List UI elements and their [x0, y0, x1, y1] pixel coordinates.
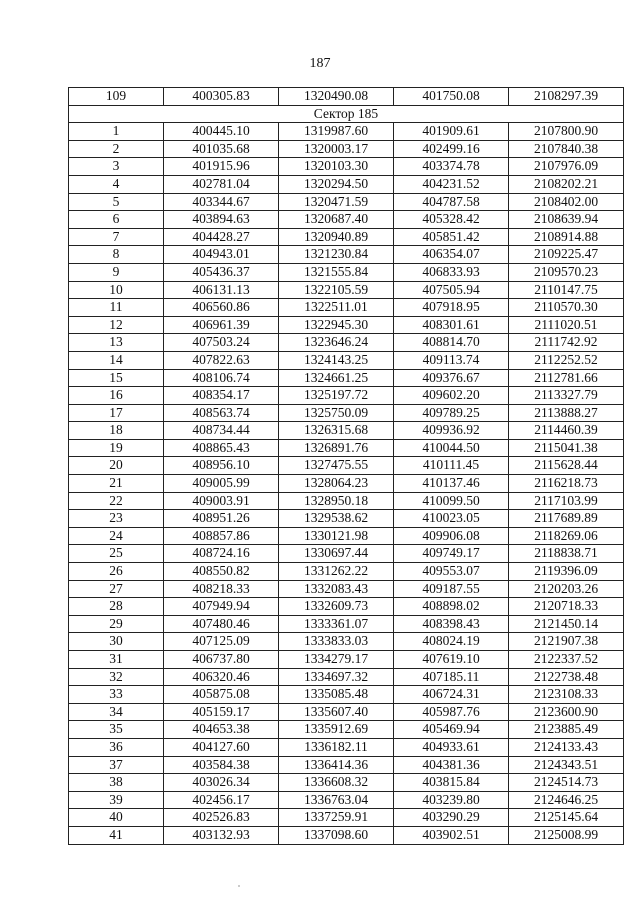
coordinate-cell: 408857.86: [164, 527, 279, 545]
point-number-cell: 41: [69, 826, 164, 844]
table-row: [69, 88, 624, 106]
point-number-cell: 17: [69, 404, 164, 422]
point-number-cell: 40: [69, 809, 164, 827]
coordinate-cell: 1320003.17: [279, 140, 394, 158]
coordinate-cell: 1325750.09: [279, 404, 394, 422]
table-row: [69, 738, 624, 756]
coordinate-cell: 403894.63: [164, 211, 279, 229]
coordinate-cell: 2117689.89: [509, 510, 624, 528]
coordinate-cell: 2110570.30: [509, 299, 624, 317]
coordinate-cell: 2122738.48: [509, 668, 624, 686]
coordinate-cell: 1335912.69: [279, 721, 394, 739]
coordinate-cell: 401915.96: [164, 158, 279, 176]
coordinate-cell: 408724.16: [164, 545, 279, 563]
coordinate-cell: 404653.38: [164, 721, 279, 739]
coordinate-cell: 401909.61: [394, 123, 509, 141]
coordinate-cell: 2118838.71: [509, 545, 624, 563]
table-row: [69, 123, 624, 141]
coordinate-cell: 410023.05: [394, 510, 509, 528]
coordinate-cell: 1333833.03: [279, 633, 394, 651]
point-number-cell: 2: [69, 140, 164, 158]
coordinate-cell: 2107800.90: [509, 123, 624, 141]
table-row: [69, 826, 624, 844]
coordinate-cell: 2107976.09: [509, 158, 624, 176]
scan-speck: [238, 885, 240, 887]
coordinate-cell: 405875.08: [164, 686, 279, 704]
coordinate-cell: 1337098.60: [279, 826, 394, 844]
coordinate-cell: 409376.67: [394, 369, 509, 387]
coordinate-cell: 407619.10: [394, 651, 509, 669]
point-number-cell: 29: [69, 615, 164, 633]
coordinate-cell: 402456.17: [164, 791, 279, 809]
coordinate-cell: 405851.42: [394, 228, 509, 246]
coordinate-cell: 1320294.50: [279, 175, 394, 193]
point-number-cell: 39: [69, 791, 164, 809]
coordinate-cell: 408218.33: [164, 580, 279, 598]
table-row: [69, 316, 624, 334]
table-row: [69, 598, 624, 616]
point-number-cell: 35: [69, 721, 164, 739]
coordinate-cell: 2121450.14: [509, 615, 624, 633]
point-number-cell: 31: [69, 651, 164, 669]
coordinate-cell: 1321230.84: [279, 246, 394, 264]
point-number-cell: 7: [69, 228, 164, 246]
coordinate-cell: 407480.46: [164, 615, 279, 633]
point-number-cell: 20: [69, 457, 164, 475]
coordinate-cell: 405159.17: [164, 703, 279, 721]
coordinate-cell: 1332083.43: [279, 580, 394, 598]
coordinate-cell: 403584.38: [164, 756, 279, 774]
coordinate-cell: 2108914.88: [509, 228, 624, 246]
coordinate-cell: 1324661.25: [279, 369, 394, 387]
coordinate-cell: 403815.84: [394, 774, 509, 792]
coordinate-cell: 2110147.75: [509, 281, 624, 299]
coordinate-cell: 405469.94: [394, 721, 509, 739]
coordinate-cell: 408550.82: [164, 563, 279, 581]
point-number-cell: 12: [69, 316, 164, 334]
table-row: [69, 193, 624, 211]
coordinate-cell: 407949.94: [164, 598, 279, 616]
coordinate-cell: 407185.11: [394, 668, 509, 686]
coordinate-cell: 1320490.08: [279, 88, 394, 106]
coordinate-cell: 408734.44: [164, 422, 279, 440]
table-row: [69, 175, 624, 193]
coordinate-cell: 2108202.21: [509, 175, 624, 193]
coordinate-cell: 409005.99: [164, 475, 279, 493]
point-number-cell: 25: [69, 545, 164, 563]
coordinate-cell: 410137.46: [394, 475, 509, 493]
coordinate-cell: 406833.93: [394, 263, 509, 281]
coordinate-cell: 409553.07: [394, 563, 509, 581]
point-number-cell: 18: [69, 422, 164, 440]
coordinate-cell: 406354.07: [394, 246, 509, 264]
table-row: [69, 158, 624, 176]
coordinate-cell: 2109225.47: [509, 246, 624, 264]
coordinate-cell: 406560.86: [164, 299, 279, 317]
coordinate-cell: 403290.29: [394, 809, 509, 827]
coordinate-cell: 2123600.90: [509, 703, 624, 721]
table-row: [69, 615, 624, 633]
coordinate-cell: 2113327.79: [509, 387, 624, 405]
coordinate-cell: 2120718.33: [509, 598, 624, 616]
table-row: [69, 299, 624, 317]
coordinate-cell: 408563.74: [164, 404, 279, 422]
table-row: [69, 211, 624, 229]
point-number-cell: 24: [69, 527, 164, 545]
table-row: [69, 369, 624, 387]
point-number-cell: 4: [69, 175, 164, 193]
table-row: [69, 351, 624, 369]
table-row: [69, 228, 624, 246]
coordinate-cell: 407505.94: [394, 281, 509, 299]
coordinate-cell: 1328064.23: [279, 475, 394, 493]
table-row: [69, 756, 624, 774]
coordinate-cell: 1332609.73: [279, 598, 394, 616]
coordinate-cell: 2108297.39: [509, 88, 624, 106]
coordinate-cell: 2121907.38: [509, 633, 624, 651]
coordinate-cell: 409187.55: [394, 580, 509, 598]
coordinate-cell: 406320.46: [164, 668, 279, 686]
coordinate-cell: 2124133.43: [509, 738, 624, 756]
coordinate-cell: 405328.42: [394, 211, 509, 229]
coordinate-cell: 1328950.18: [279, 492, 394, 510]
table-row: [69, 263, 624, 281]
coordinate-cell: 403026.34: [164, 774, 279, 792]
coordinate-cell: 408898.02: [394, 598, 509, 616]
table-row: [69, 510, 624, 528]
coordinate-cell: 1326315.68: [279, 422, 394, 440]
point-number-cell: 28: [69, 598, 164, 616]
coordinate-cell: 1320940.89: [279, 228, 394, 246]
table-row: [69, 545, 624, 563]
coordinate-cell: 400445.10: [164, 123, 279, 141]
table-row: [69, 686, 624, 704]
sector-title: Сектор 185: [69, 105, 624, 123]
table-row: [69, 563, 624, 581]
coordinate-cell: 404231.52: [394, 175, 509, 193]
coordinate-cell: 406131.13: [164, 281, 279, 299]
coordinate-cell: 409602.20: [394, 387, 509, 405]
coordinate-cell: 1336608.32: [279, 774, 394, 792]
coordinate-cell: 408951.26: [164, 510, 279, 528]
coordinate-cell: 1322945.30: [279, 316, 394, 334]
table-row: [69, 809, 624, 827]
coordinate-cell: 404943.01: [164, 246, 279, 264]
coordinate-cell: 407918.95: [394, 299, 509, 317]
coordinate-cell: 404428.27: [164, 228, 279, 246]
coordinate-cell: 400305.83: [164, 88, 279, 106]
sector-header-row: [69, 105, 624, 123]
coordinate-cell: 2111020.51: [509, 316, 624, 334]
coordinate-cell: 2115628.44: [509, 457, 624, 475]
point-number-cell: 10: [69, 281, 164, 299]
coordinate-cell: 403239.80: [394, 791, 509, 809]
coordinate-cell: 404933.61: [394, 738, 509, 756]
coordinate-cell: 2122337.52: [509, 651, 624, 669]
coordinate-cell: 410099.50: [394, 492, 509, 510]
point-number-cell: 23: [69, 510, 164, 528]
point-number-cell: 27: [69, 580, 164, 598]
coordinate-cell: 403132.93: [164, 826, 279, 844]
coordinate-cell: 408354.17: [164, 387, 279, 405]
coordinate-cell: 406737.80: [164, 651, 279, 669]
table-row: [69, 281, 624, 299]
coordinate-cell: 2108402.00: [509, 193, 624, 211]
coordinate-cell: 1319987.60: [279, 123, 394, 141]
point-number-cell: 5: [69, 193, 164, 211]
point-number-cell: 22: [69, 492, 164, 510]
coordinate-cell: 1336182.11: [279, 738, 394, 756]
table-row: [69, 439, 624, 457]
coordinate-cell: 407125.09: [164, 633, 279, 651]
coordinate-cell: 2113888.27: [509, 404, 624, 422]
page-number: 187: [309, 56, 331, 71]
coordinate-cell: 2112781.66: [509, 369, 624, 387]
coordinate-cell: 1326891.76: [279, 439, 394, 457]
coordinate-cell: 2109570.23: [509, 263, 624, 281]
coordinate-cell: 405436.37: [164, 263, 279, 281]
table-row: [69, 668, 624, 686]
coordinate-cell: 1322511.01: [279, 299, 394, 317]
coordinate-cell: 407822.63: [164, 351, 279, 369]
coordinate-cell: 402499.16: [394, 140, 509, 158]
point-number-cell: 6: [69, 211, 164, 229]
coordinate-cell: 1334279.17: [279, 651, 394, 669]
point-number-cell: 19: [69, 439, 164, 457]
coordinate-cell: 2107840.38: [509, 140, 624, 158]
table-row: [69, 246, 624, 264]
coordinate-cell: 2116218.73: [509, 475, 624, 493]
point-number-cell: 38: [69, 774, 164, 792]
coordinate-cell: 407503.24: [164, 334, 279, 352]
coordinate-cell: 404381.36: [394, 756, 509, 774]
point-number-cell: 9: [69, 263, 164, 281]
coordinate-cell: 1324143.25: [279, 351, 394, 369]
table-row: [69, 721, 624, 739]
point-number-cell: 11: [69, 299, 164, 317]
coordinate-cell: 404787.58: [394, 193, 509, 211]
point-number-cell: 16: [69, 387, 164, 405]
coordinate-cell: 1336763.04: [279, 791, 394, 809]
point-number-cell: 1: [69, 123, 164, 141]
coordinate-cell: 408956.10: [164, 457, 279, 475]
table-row: [69, 457, 624, 475]
point-number-cell: 8: [69, 246, 164, 264]
coordinate-cell: 408106.74: [164, 369, 279, 387]
coordinate-cell: 2119396.09: [509, 563, 624, 581]
coordinate-cell: 1337259.91: [279, 809, 394, 827]
coordinate-cell: 409003.91: [164, 492, 279, 510]
table-row: [69, 633, 624, 651]
table-row: [69, 334, 624, 352]
coordinate-cell: 1334697.32: [279, 668, 394, 686]
coordinate-cell: 2120203.26: [509, 580, 624, 598]
point-number-cell: 32: [69, 668, 164, 686]
point-number-cell: 13: [69, 334, 164, 352]
point-number-cell: 33: [69, 686, 164, 704]
coordinate-cell: 2117103.99: [509, 492, 624, 510]
coordinate-cell: 408398.43: [394, 615, 509, 633]
table-row: [69, 580, 624, 598]
table-row: [69, 387, 624, 405]
coordinate-cell: 1331262.22: [279, 563, 394, 581]
table-row: [69, 703, 624, 721]
coordinate-cell: 409749.17: [394, 545, 509, 563]
point-number-cell: 21: [69, 475, 164, 493]
coordinate-cell: 1320471.59: [279, 193, 394, 211]
coordinate-cell: 404127.60: [164, 738, 279, 756]
coordinate-cell: 402781.04: [164, 175, 279, 193]
coordinate-cell: 1335085.48: [279, 686, 394, 704]
coordinate-cell: 2111742.92: [509, 334, 624, 352]
point-number-cell: 14: [69, 351, 164, 369]
coordinate-cell: 2112252.52: [509, 351, 624, 369]
point-number-cell: 36: [69, 738, 164, 756]
coordinate-cell: 1322105.59: [279, 281, 394, 299]
coordinate-cell: 2124646.25: [509, 791, 624, 809]
coordinate-cell: 2118269.06: [509, 527, 624, 545]
coordinate-cell: 1329538.62: [279, 510, 394, 528]
coordinates-table: [68, 87, 624, 845]
point-number-cell: 15: [69, 369, 164, 387]
coordinate-cell: 409789.25: [394, 404, 509, 422]
coordinate-cell: 2123108.33: [509, 686, 624, 704]
table-row: [69, 651, 624, 669]
table-row: [69, 140, 624, 158]
coordinate-cell: 2108639.94: [509, 211, 624, 229]
table-row: [69, 404, 624, 422]
coordinates-table-body: [69, 88, 624, 845]
table-row: [69, 774, 624, 792]
coordinate-cell: 1327475.55: [279, 457, 394, 475]
point-number-cell: 26: [69, 563, 164, 581]
coordinate-cell: 1336414.36: [279, 756, 394, 774]
coordinate-cell: 401750.08: [394, 88, 509, 106]
coordinate-cell: 2124343.51: [509, 756, 624, 774]
coordinate-cell: 1335607.40: [279, 703, 394, 721]
point-number-cell: 3: [69, 158, 164, 176]
coordinate-cell: 1330121.98: [279, 527, 394, 545]
coordinate-cell: 402526.83: [164, 809, 279, 827]
coordinate-cell: 406961.39: [164, 316, 279, 334]
coordinate-cell: 2124514.73: [509, 774, 624, 792]
coordinate-cell: 408024.19: [394, 633, 509, 651]
point-number-cell: 37: [69, 756, 164, 774]
coordinate-cell: 403374.78: [394, 158, 509, 176]
table-row: [69, 422, 624, 440]
coordinate-cell: 410111.45: [394, 457, 509, 475]
coordinate-cell: 408301.61: [394, 316, 509, 334]
coordinate-cell: 2125008.99: [509, 826, 624, 844]
table-row: [69, 527, 624, 545]
coordinate-cell: 406724.31: [394, 686, 509, 704]
table-row: [69, 492, 624, 510]
point-number-cell: 109: [69, 88, 164, 106]
coordinate-cell: 1320103.30: [279, 158, 394, 176]
table-row: [69, 791, 624, 809]
coordinate-cell: 408814.70: [394, 334, 509, 352]
coordinate-cell: 403344.67: [164, 193, 279, 211]
coordinate-cell: 2123885.49: [509, 721, 624, 739]
coordinate-cell: 401035.68: [164, 140, 279, 158]
coordinate-cell: 2115041.38: [509, 439, 624, 457]
coordinate-cell: 409936.92: [394, 422, 509, 440]
coordinate-cell: 409906.08: [394, 527, 509, 545]
coordinate-cell: 2114460.39: [509, 422, 624, 440]
coordinate-cell: 1333361.07: [279, 615, 394, 633]
point-number-cell: 30: [69, 633, 164, 651]
table-row: [69, 475, 624, 493]
coordinate-cell: 405987.76: [394, 703, 509, 721]
coordinate-cell: 410044.50: [394, 439, 509, 457]
point-number-cell: 34: [69, 703, 164, 721]
coordinate-cell: 1330697.44: [279, 545, 394, 563]
coordinate-cell: 408865.43: [164, 439, 279, 457]
coordinate-cell: 403902.51: [394, 826, 509, 844]
coordinate-cell: 1323646.24: [279, 334, 394, 352]
coordinate-cell: 409113.74: [394, 351, 509, 369]
coordinate-cell: 1320687.40: [279, 211, 394, 229]
coordinate-cell: 2125145.64: [509, 809, 624, 827]
coordinate-cell: 1325197.72: [279, 387, 394, 405]
coordinate-cell: 1321555.84: [279, 263, 394, 281]
